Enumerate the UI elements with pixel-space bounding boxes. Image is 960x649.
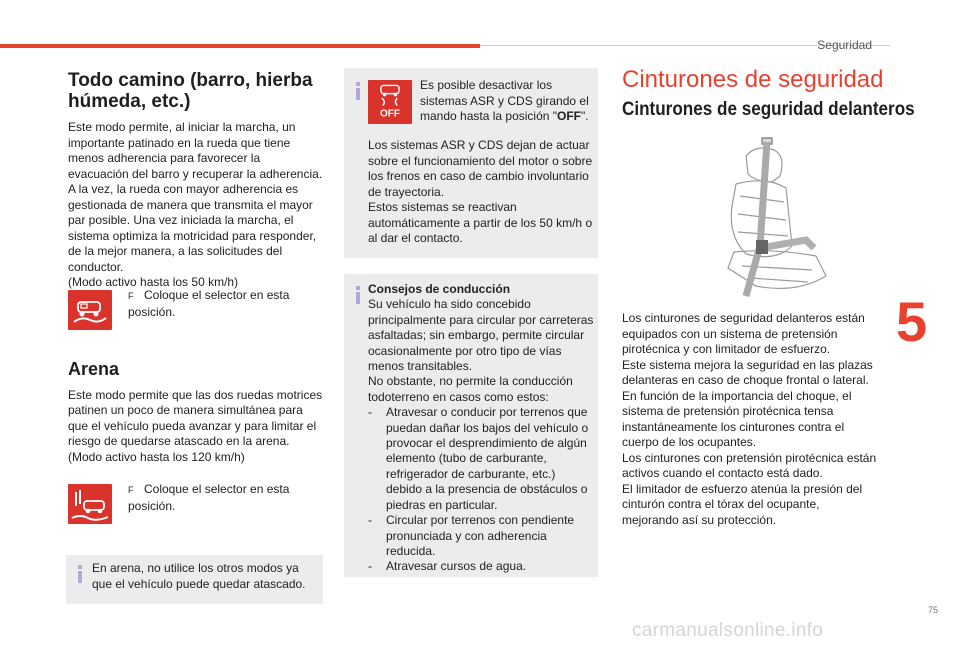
sand-note-text: En arena, no utilice los otros modos ya que el vehículo puede quedar atascado.: [92, 561, 306, 591]
chapter-tab-number: 5: [896, 290, 928, 353]
tips-text: [368, 282, 594, 575]
front-seatbelts-subtitle: Cinturones de seguridad delanteros: [622, 99, 915, 120]
info-icon: [78, 565, 84, 583]
mud-body-note: (Modo activo hasta los 50 km/h): [68, 275, 239, 289]
arrow-icon: F: [128, 291, 134, 301]
info-icon: [356, 286, 362, 304]
asr-text-2: Estos sistemas se reactivan automáticamente a partir de los 50 km/h o al dar el contacto.: [368, 200, 593, 245]
list-item: - Atravesar o conducir por terrenos que puedan dañar los bajos del vehículo o provocar el desprendimiento de algún elemento (tubo de carburante, refrigerador de carburante, etc.) debido a la presencia de obstáculos o piedras en particular.: [368, 405, 594, 513]
sand-bullet-text: Coloque el selector en esta posición.: [128, 482, 290, 513]
tips-body-2: No obstante, no permite la conducción todoterreno en casos como estos:: [368, 374, 573, 404]
sand-mode-icon: [68, 484, 112, 524]
sand-body-note: (Modo activo hasta los 120 km/h): [68, 449, 245, 464]
seatbelts-body: [622, 311, 877, 528]
tips-title: Consejos de conducción: [368, 282, 511, 296]
mud-body: Este modo permite, al iniciar la marcha, un importante patinado en la rueda que tiene menos adherencia para favorecer la evacuación del barro y recuperar la adherencia. A la vez, la rueda con mayor adherencia es gestionada de manera que transmita el mayor par posible. Una vez iniciada la marcha, el sistema optimiza la motricidad para responder, de la mejor manera, a las solicitudes del conductor.: [68, 120, 323, 274]
watermark: carmanualsonline.info: [632, 620, 824, 641]
list-item: - Circular por terrenos con pendiente pronunciada y con adherencia reducida.: [368, 513, 594, 559]
seatbelts-body-2: Este sistema mejora la seguridad en las plazas delanteras en caso de choque frontal o lateral. En función de la importancia del choque, el sistema de pretensión pirotécnica tensa instantáneamente los cinturones contra el cuerpo de los ocupantes.: [622, 357, 873, 449]
mud-section: [68, 70, 323, 291]
asr-text: [368, 138, 594, 247]
seatbelts-body-3: Los cinturones con pretensión pirotécnica están activos cuando el contacto está dado.: [622, 450, 877, 480]
info-icon: [356, 82, 362, 100]
off-text-b: OFF: [557, 109, 582, 123]
tips-note-box: [344, 274, 598, 577]
sand-body: Este modo permite que las dos ruedas motrices patinen un poco de manera simultánea para que el vehículo pueda avanzar y para limitar el riesgo de quedarse atascado en la arena.: [68, 387, 323, 448]
seat-illustration: [676, 136, 866, 304]
seatbelts-body-1: Los cinturones de seguridad delanteros están equipados con un sistema de pretensión pirotécnica y con limitador de esfuerzo.: [622, 311, 865, 356]
seatbelts-title: Cinturones de seguridad: [622, 66, 884, 93]
tips-list: [368, 405, 594, 574]
arrow-icon: F: [128, 485, 134, 495]
mud-bullet: [128, 288, 318, 320]
sand-title: Arena: [68, 359, 120, 379]
sand-note-box: [66, 555, 323, 604]
off-text: [420, 78, 594, 125]
tips-body: Su vehículo ha sido concebido principalmente para circular por carreteras asfaltadas; sin embargo, permite circular ocasionalmente por otro tipo de vías menos transitables.: [368, 297, 594, 374]
seatbelts-body-4: El limitador de esfuerzo atenúa la presión del cinturón contra el tórax del ocupante, mejorando así su protección.: [622, 481, 863, 527]
mud-title: Todo camino (barro, hierba húmeda, etc.): [68, 70, 313, 112]
header-accent-bar: [0, 44, 480, 48]
list-item: - Atravesar cursos de agua.: [368, 559, 594, 574]
off-text-c: ".: [581, 109, 589, 123]
section-title: Seguridad: [817, 38, 872, 52]
sand-bullet: [128, 482, 318, 514]
off-text-a: Es posible desactivar los sistemas ASR y CDS girando el mando hasta la posición ": [420, 78, 589, 123]
mud-mode-icon: [68, 290, 112, 330]
page-number: 75: [928, 605, 939, 615]
sand-section: [68, 359, 323, 465]
off-note-box: [344, 68, 598, 258]
mud-bullet-text: Coloque el selector en esta posición.: [128, 288, 290, 319]
asr-off-icon: [368, 80, 412, 124]
asr-text-1: Los sistemas ASR y CDS dejan de actuar sobre el funcionamiento del motor o sobre los frenos en caso de cambio involuntario de trayectoria.: [368, 138, 593, 199]
asr-off-icon-label: OFF: [380, 108, 400, 120]
